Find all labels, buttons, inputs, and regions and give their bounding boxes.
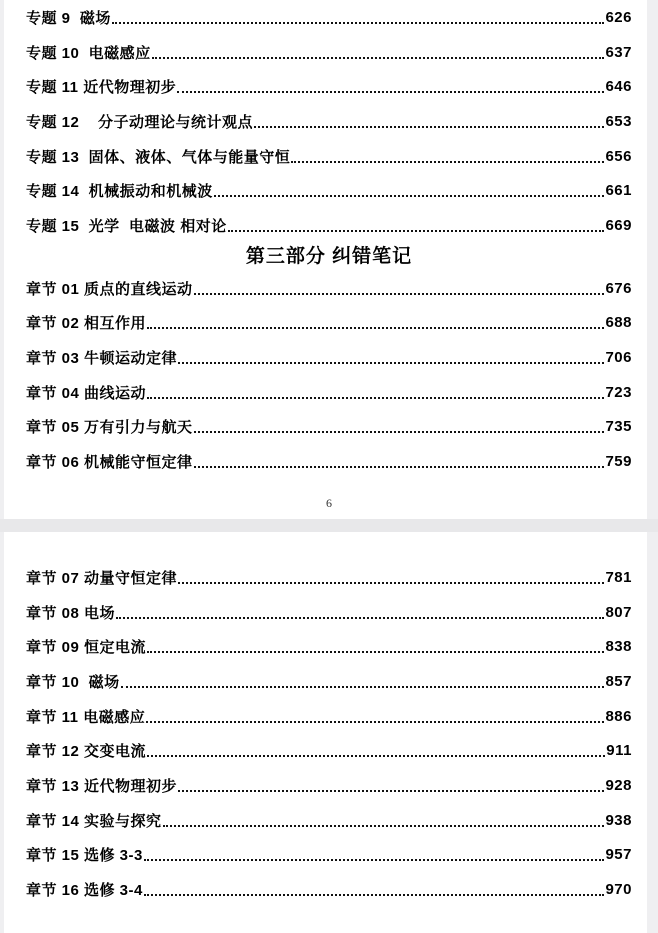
toc-entry	[26, 173, 632, 208]
pdf-page-2	[4, 532, 647, 933]
toc-entry	[26, 375, 632, 410]
toc-entry-label: 专题 12 分子动理论与统计观点	[26, 113, 254, 131]
toc-entry	[26, 803, 632, 838]
toc-entry-label: 章节 02 相互作用	[26, 315, 147, 333]
toc-entry-label: 专题 14 机械振动和机械波	[26, 183, 213, 201]
section-heading: 第三部分 纠错笔记	[245, 245, 413, 267]
toc-entry-label: 章节 15 选修 3-3	[26, 847, 143, 865]
toc-entry	[26, 872, 632, 907]
toc-entry	[26, 208, 632, 243]
toc-entry-page-number: 653	[605, 112, 632, 130]
toc-entry	[26, 35, 632, 70]
toc-entry-label: 章节 05 万有引力与航天	[26, 419, 193, 437]
toc-entry-label: 章节 03 牛顿运动定律	[26, 350, 178, 368]
toc-entry-page-number: 661	[605, 182, 632, 200]
dot-leader	[178, 779, 604, 792]
toc-entry	[26, 629, 632, 664]
toc-entry-label: 专题 10 电磁感应	[26, 44, 151, 62]
toc-entry-label: 章节 10 磁场	[26, 673, 120, 691]
toc-entry	[26, 271, 632, 306]
toc-entry-label: 章节 14 实验与探究	[26, 812, 162, 830]
toc-entry-label: 章节 16 选修 3-4	[26, 882, 143, 900]
dot-leader	[116, 606, 604, 619]
toc-entry-page-number: 723	[605, 383, 632, 401]
dot-leader	[228, 219, 605, 232]
toc-entry	[26, 306, 632, 341]
toc-entry	[26, 410, 632, 445]
dot-leader	[112, 11, 605, 24]
toc-entry-label: 章节 06 机械能守恒定律	[26, 454, 193, 472]
toc-entry	[26, 733, 632, 768]
toc-entry-label: 专题 11 近代物理初步	[26, 79, 177, 97]
toc-entry-page-number: 781	[605, 568, 632, 586]
toc-entry	[26, 699, 632, 734]
page-number-footer: 6	[326, 495, 332, 510]
toc-entry-page-number: 807	[605, 603, 632, 621]
toc-entry	[26, 69, 632, 104]
dot-leader	[194, 455, 605, 468]
toc-entry-label: 章节 01 质点的直线运动	[26, 280, 193, 298]
toc-entry-page-number: 886	[605, 707, 632, 725]
toc-entry	[26, 595, 632, 630]
dot-leader	[152, 46, 605, 59]
toc-entry	[26, 139, 632, 174]
toc-entry-page-number: 838	[605, 638, 632, 656]
toc-entry-page-number: 706	[605, 349, 632, 367]
dot-leader	[144, 848, 605, 861]
dot-leader	[214, 184, 605, 197]
dot-leader	[254, 115, 604, 128]
dot-leader	[178, 571, 604, 584]
toc-entry-label: 章节 07 动量守恒定律	[26, 569, 178, 587]
toc-entry-page-number: 688	[605, 314, 632, 332]
dot-leader	[147, 744, 605, 757]
dot-leader	[194, 282, 605, 295]
toc-entry	[26, 664, 632, 699]
toc-entry-label: 章节 11 电磁感应	[26, 708, 146, 726]
dot-leader	[194, 420, 605, 433]
dot-leader	[178, 351, 604, 364]
toc-entry-page-number: 938	[605, 811, 632, 829]
toc-entry-page-number: 759	[605, 453, 632, 471]
toc-entry-page-number: 626	[605, 8, 632, 26]
toc-entry	[26, 104, 632, 139]
toc-entry	[26, 560, 632, 595]
toc-entry	[26, 0, 632, 35]
toc-entry-label: 专题 13 固体、液体、气体与能量守恒	[26, 148, 291, 166]
toc-entry-page-number: 970	[605, 881, 632, 899]
dot-leader	[121, 675, 605, 688]
toc-entry-page-number: 669	[605, 216, 632, 234]
toc-entry-page-number: 911	[606, 742, 632, 760]
toc-entry-page-number: 957	[605, 846, 632, 864]
dot-leader	[147, 386, 604, 399]
toc-entry-label: 专题 15 光学 电磁波 相对论	[26, 217, 227, 235]
toc-entry	[26, 340, 632, 375]
toc-entry-page-number: 735	[605, 418, 632, 436]
dot-leader	[163, 814, 605, 827]
dot-leader	[147, 316, 604, 329]
pdf-page-1	[4, 0, 647, 519]
toc-entry-label: 章节 12 交变电流	[26, 743, 147, 761]
dot-leader	[291, 150, 604, 163]
dot-leader	[144, 883, 605, 896]
toc-entry	[26, 444, 632, 479]
dot-leader	[177, 80, 604, 93]
toc-entry-page-number: 637	[605, 43, 632, 61]
dot-leader	[147, 640, 604, 653]
page-gap	[0, 519, 658, 532]
toc-entry	[26, 838, 632, 873]
toc-entry-label: 章节 13 近代物理初步	[26, 777, 178, 795]
toc-entry-page-number: 928	[605, 776, 632, 794]
toc-entry	[26, 768, 632, 803]
toc-entry-label: 专题 9 磁场	[26, 9, 111, 27]
toc-entry-page-number: 676	[605, 279, 632, 297]
toc-entry-page-number: 857	[605, 672, 632, 690]
toc-entry-label: 章节 04 曲线运动	[26, 384, 147, 402]
toc-entry-label: 章节 08 电场	[26, 604, 116, 622]
toc-entry-page-number: 656	[605, 147, 632, 165]
dot-leader	[146, 710, 604, 723]
toc-entry-label: 章节 09 恒定电流	[26, 639, 147, 657]
toc-entry-page-number: 646	[605, 78, 632, 96]
